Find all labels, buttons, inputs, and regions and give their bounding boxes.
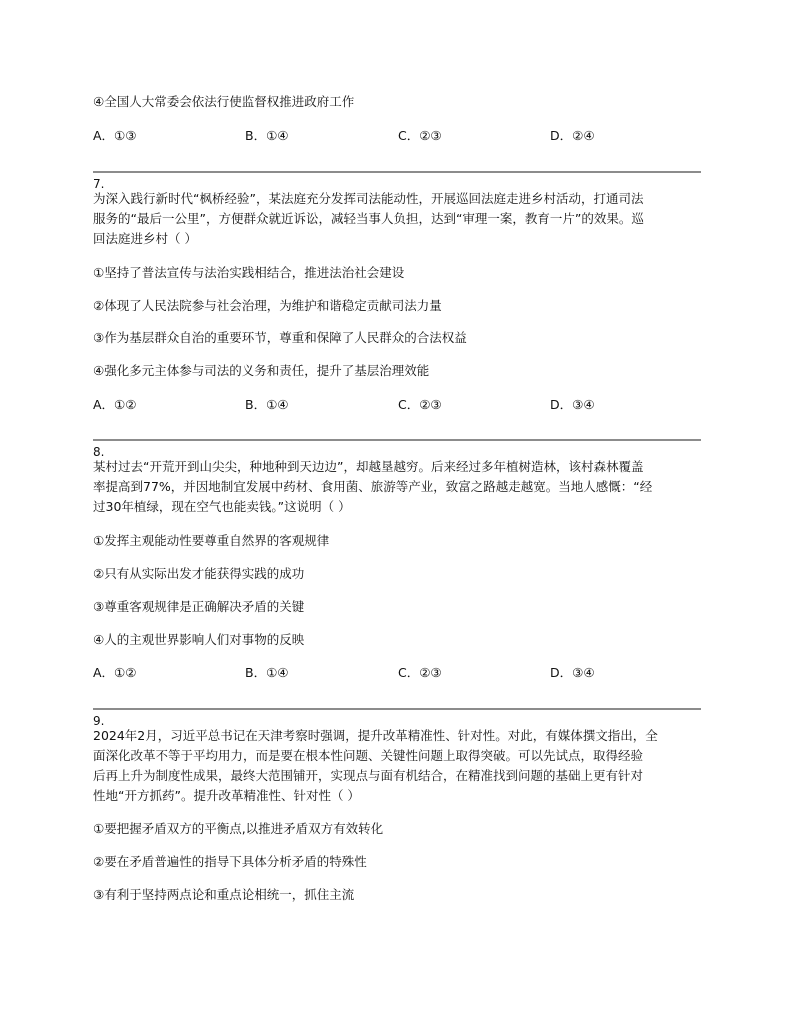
q7-option-4: ④强化多元主体参与司法的义务和责任，提升了基层治理效能	[93, 363, 430, 378]
q9-option-1: ①要把握矛盾双方的平衡点,以推进矛盾双方有效转化	[93, 821, 384, 836]
q8-number: 8.	[93, 445, 105, 459]
q7-option-3: ③作为基层群众自治的重要环节，尊重和保障了人民群众的合法权益	[93, 330, 467, 345]
divider	[93, 439, 701, 441]
q7-stem-line: 回法庭进乡村（ ）	[93, 231, 197, 246]
q8-stem-line: 过30年植绿，现在空气也能卖钱。”这说明（ ）	[93, 499, 351, 514]
q8-choice-c[interactable]: C．②③	[398, 665, 442, 680]
q6-choice-b[interactable]: B．①④	[245, 128, 289, 143]
q7-stem	[93, 189, 701, 249]
q9-stem-line: 2024年2月，习近平总书记在天津考察时强调，提升改革精准性、针对性。对此，有媒体撰文指出，全	[93, 728, 658, 743]
q9-stem-line: 后再上升为制度性成果，最终大范围铺开，实现点与面有机结合，在精准找到问题的基础上更有针对	[93, 768, 644, 783]
q8-choice-d[interactable]: D．③④	[550, 665, 595, 680]
q8-choice-b[interactable]: B．①④	[245, 665, 289, 680]
q7-choices	[93, 395, 701, 415]
q8-option-3: ③尊重客观规律是正确解决矛盾的关键	[93, 599, 305, 614]
q8-stem	[93, 457, 701, 517]
q9-option-3: ③有利于坚持两点论和重点论相统一，抓住主流	[93, 887, 355, 902]
q8-stem-line: 率提高到77%，并因地制宜发展中药材、食用菌、旅游等产业，致富之路越走越宽。当地人感慨：“经	[93, 479, 653, 494]
q7-choice-c[interactable]: C．②③	[398, 397, 442, 412]
q6-choices	[93, 126, 701, 146]
q6-choice-a[interactable]: A．①③	[93, 128, 137, 143]
q9-stem-line: 性地“开方抓药”。提升改革精准性、针对性（ ）	[93, 788, 360, 803]
q8-choices	[93, 663, 701, 683]
q7-option-1: ①坚持了普法宣传与法治实践相结合，推进法治社会建设	[93, 265, 405, 280]
q8-choice-a[interactable]: A．①②	[93, 665, 137, 680]
divider	[93, 708, 701, 710]
q7-choice-a[interactable]: A．①②	[93, 397, 137, 412]
q9-number: 9.	[93, 714, 105, 728]
q8-stem-line: 某村过去“开荒开到山尖尖，种地种到天边边”，却越垦越穷。后来经过多年植树造林，该村森林覆盖	[93, 459, 644, 474]
q7-choice-b[interactable]: B．①④	[245, 397, 289, 412]
divider	[93, 171, 701, 173]
q6-choice-d[interactable]: D．②④	[550, 128, 595, 143]
q9-option-2: ②要在矛盾普遍性的指导下具体分析矛盾的特殊性	[93, 854, 367, 869]
q8-option-2: ②只有从实际出发才能获得实践的成功	[93, 566, 305, 581]
q7-stem-line: 服务的“最后一公里”，方便群众就近诉讼，减轻当事人负担，达到“审理一案，教育一片”的效果。巡	[93, 211, 644, 226]
q6-option-4: ④全国人大常委会依法行使监督权推进政府工作	[93, 94, 355, 109]
q7-choice-d[interactable]: D．③④	[550, 397, 595, 412]
q8-option-4: ④人的主观世界影响人们对事物的反映	[93, 632, 305, 647]
q7-option-2: ②体现了人民法院参与社会治理，为维护和谐稳定贡献司法力量	[93, 298, 442, 313]
q7-number: 7.	[93, 177, 105, 191]
q9-stem	[93, 726, 701, 806]
q8-option-1: ①发挥主观能动性要尊重自然界的客观规律	[93, 533, 330, 548]
q7-stem-line: 为深入践行新时代“枫桥经验”，某法庭充分发挥司法能动性，开展巡回法庭走进乡村活动，打通司法	[93, 191, 644, 206]
q6-choice-c[interactable]: C．②③	[398, 128, 442, 143]
q9-stem-line: 面深化改革不等于平均用力，而是要在根本性问题、关键性问题上取得突破。可以先试点，取得经验	[93, 748, 644, 763]
